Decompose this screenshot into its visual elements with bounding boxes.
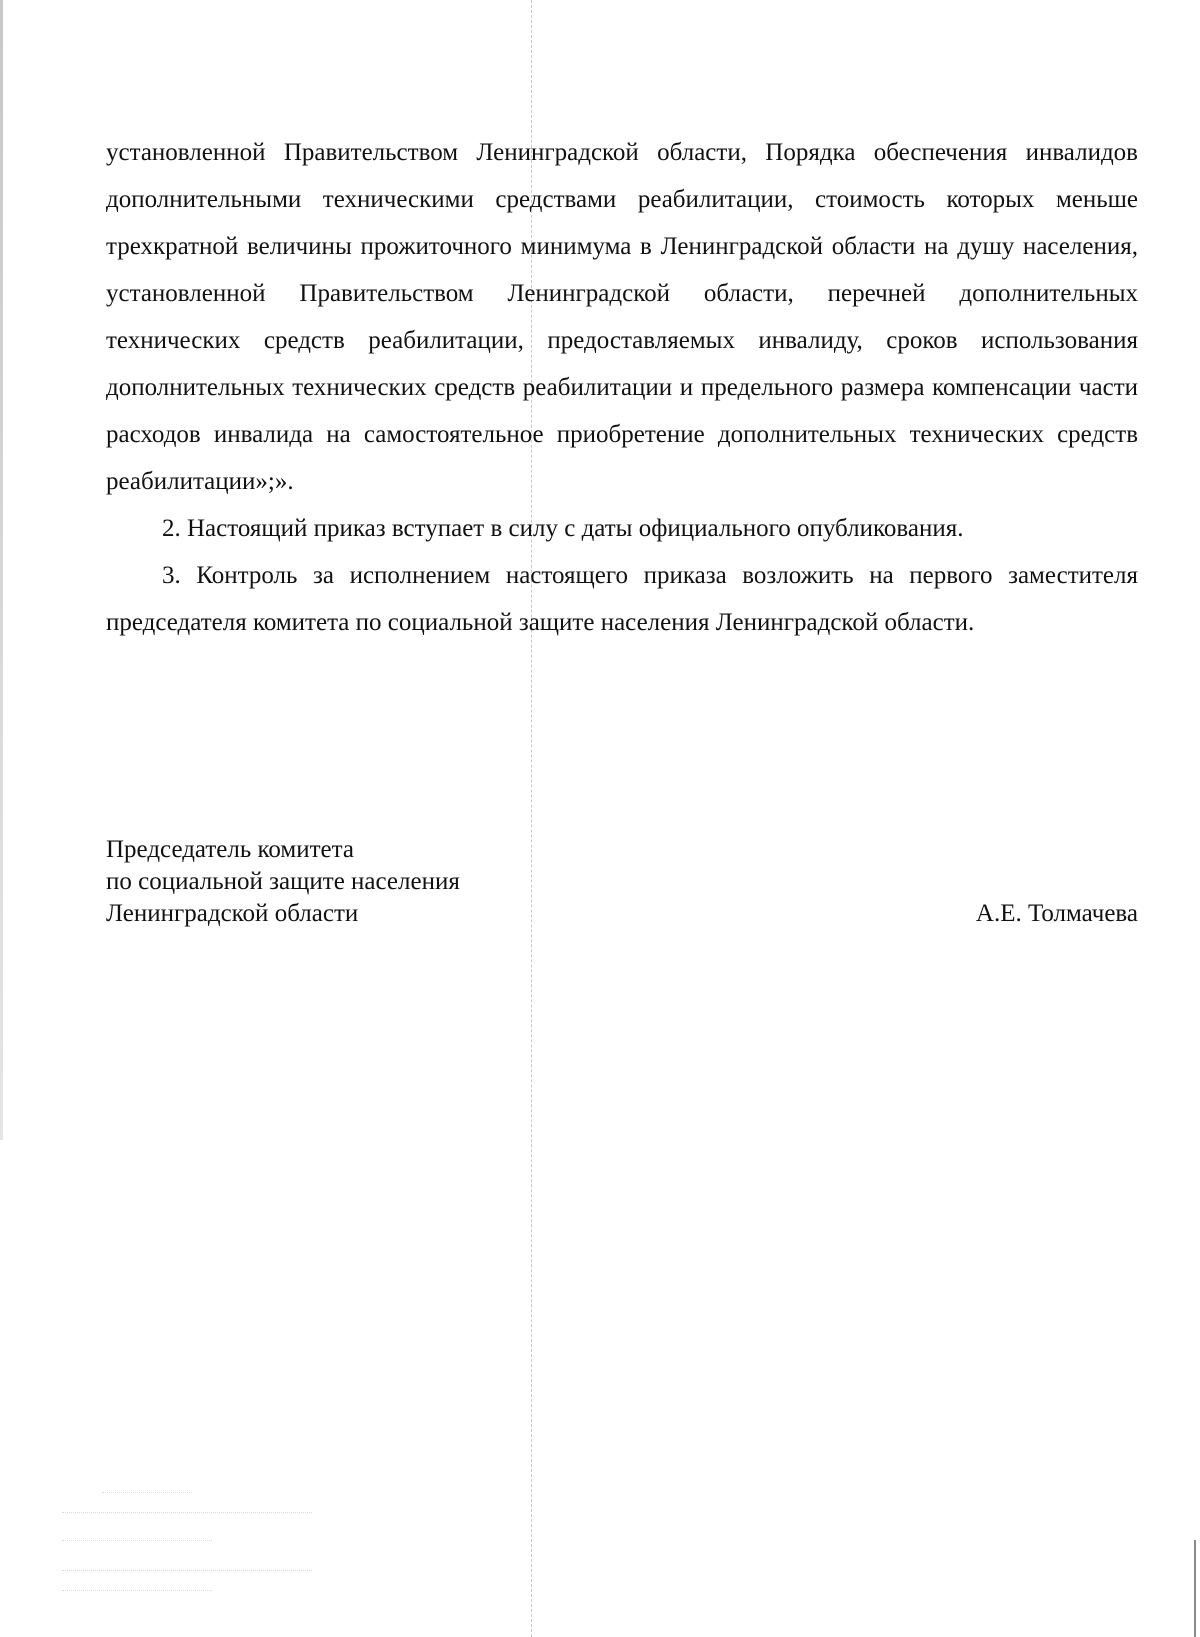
signatory-title-line: Ленинградской области (106, 900, 359, 927)
document-body (106, 129, 1138, 646)
signatory-title-line: по социальной защите населения (106, 868, 460, 895)
faint-mark (62, 1590, 212, 1591)
faint-mark (62, 1570, 312, 1571)
faint-mark (102, 1492, 192, 1493)
signature-block (106, 834, 1138, 930)
faint-mark (62, 1512, 312, 1513)
paragraph-item-3: 3. Контроль за исполнением настоящего приказа возложить на первого заместителя председателя комитета по социальной защите населения Ленинградской области. (106, 562, 1138, 636)
paragraph-item-2: 2. Настоящий приказ вступает в силу с даты официального опубликования. (162, 515, 964, 542)
scan-edge-mark (1194, 1540, 1196, 1637)
scan-edge-shadow (0, 0, 3, 1140)
faint-mark (62, 1540, 212, 1541)
signatory-title-line: Председатель комитета (106, 836, 354, 863)
faint-scan-marks (62, 1490, 322, 1600)
signatory-title (106, 834, 460, 930)
paragraph-continuation: установленной Правительством Ленинградской области, Порядка обеспечения инвалидов дополнительными техническими средствами реабилитации, стоимость которых меньше трехкратной величины прожиточного минимума в Ленинградской области на душу населения, установленной Правительством Ленинградской области, перечней дополнительных технических средств реабилитации, предоставляемых инвалиду, сроков использования дополнительных технических средств реабилитации и предельного размера компенсации части расходов инвалида на самостоятельное приобретение дополнительных технических средств реабилитации»;». (106, 139, 1138, 495)
signatory-name: А.Е. Толмачева (975, 900, 1138, 927)
